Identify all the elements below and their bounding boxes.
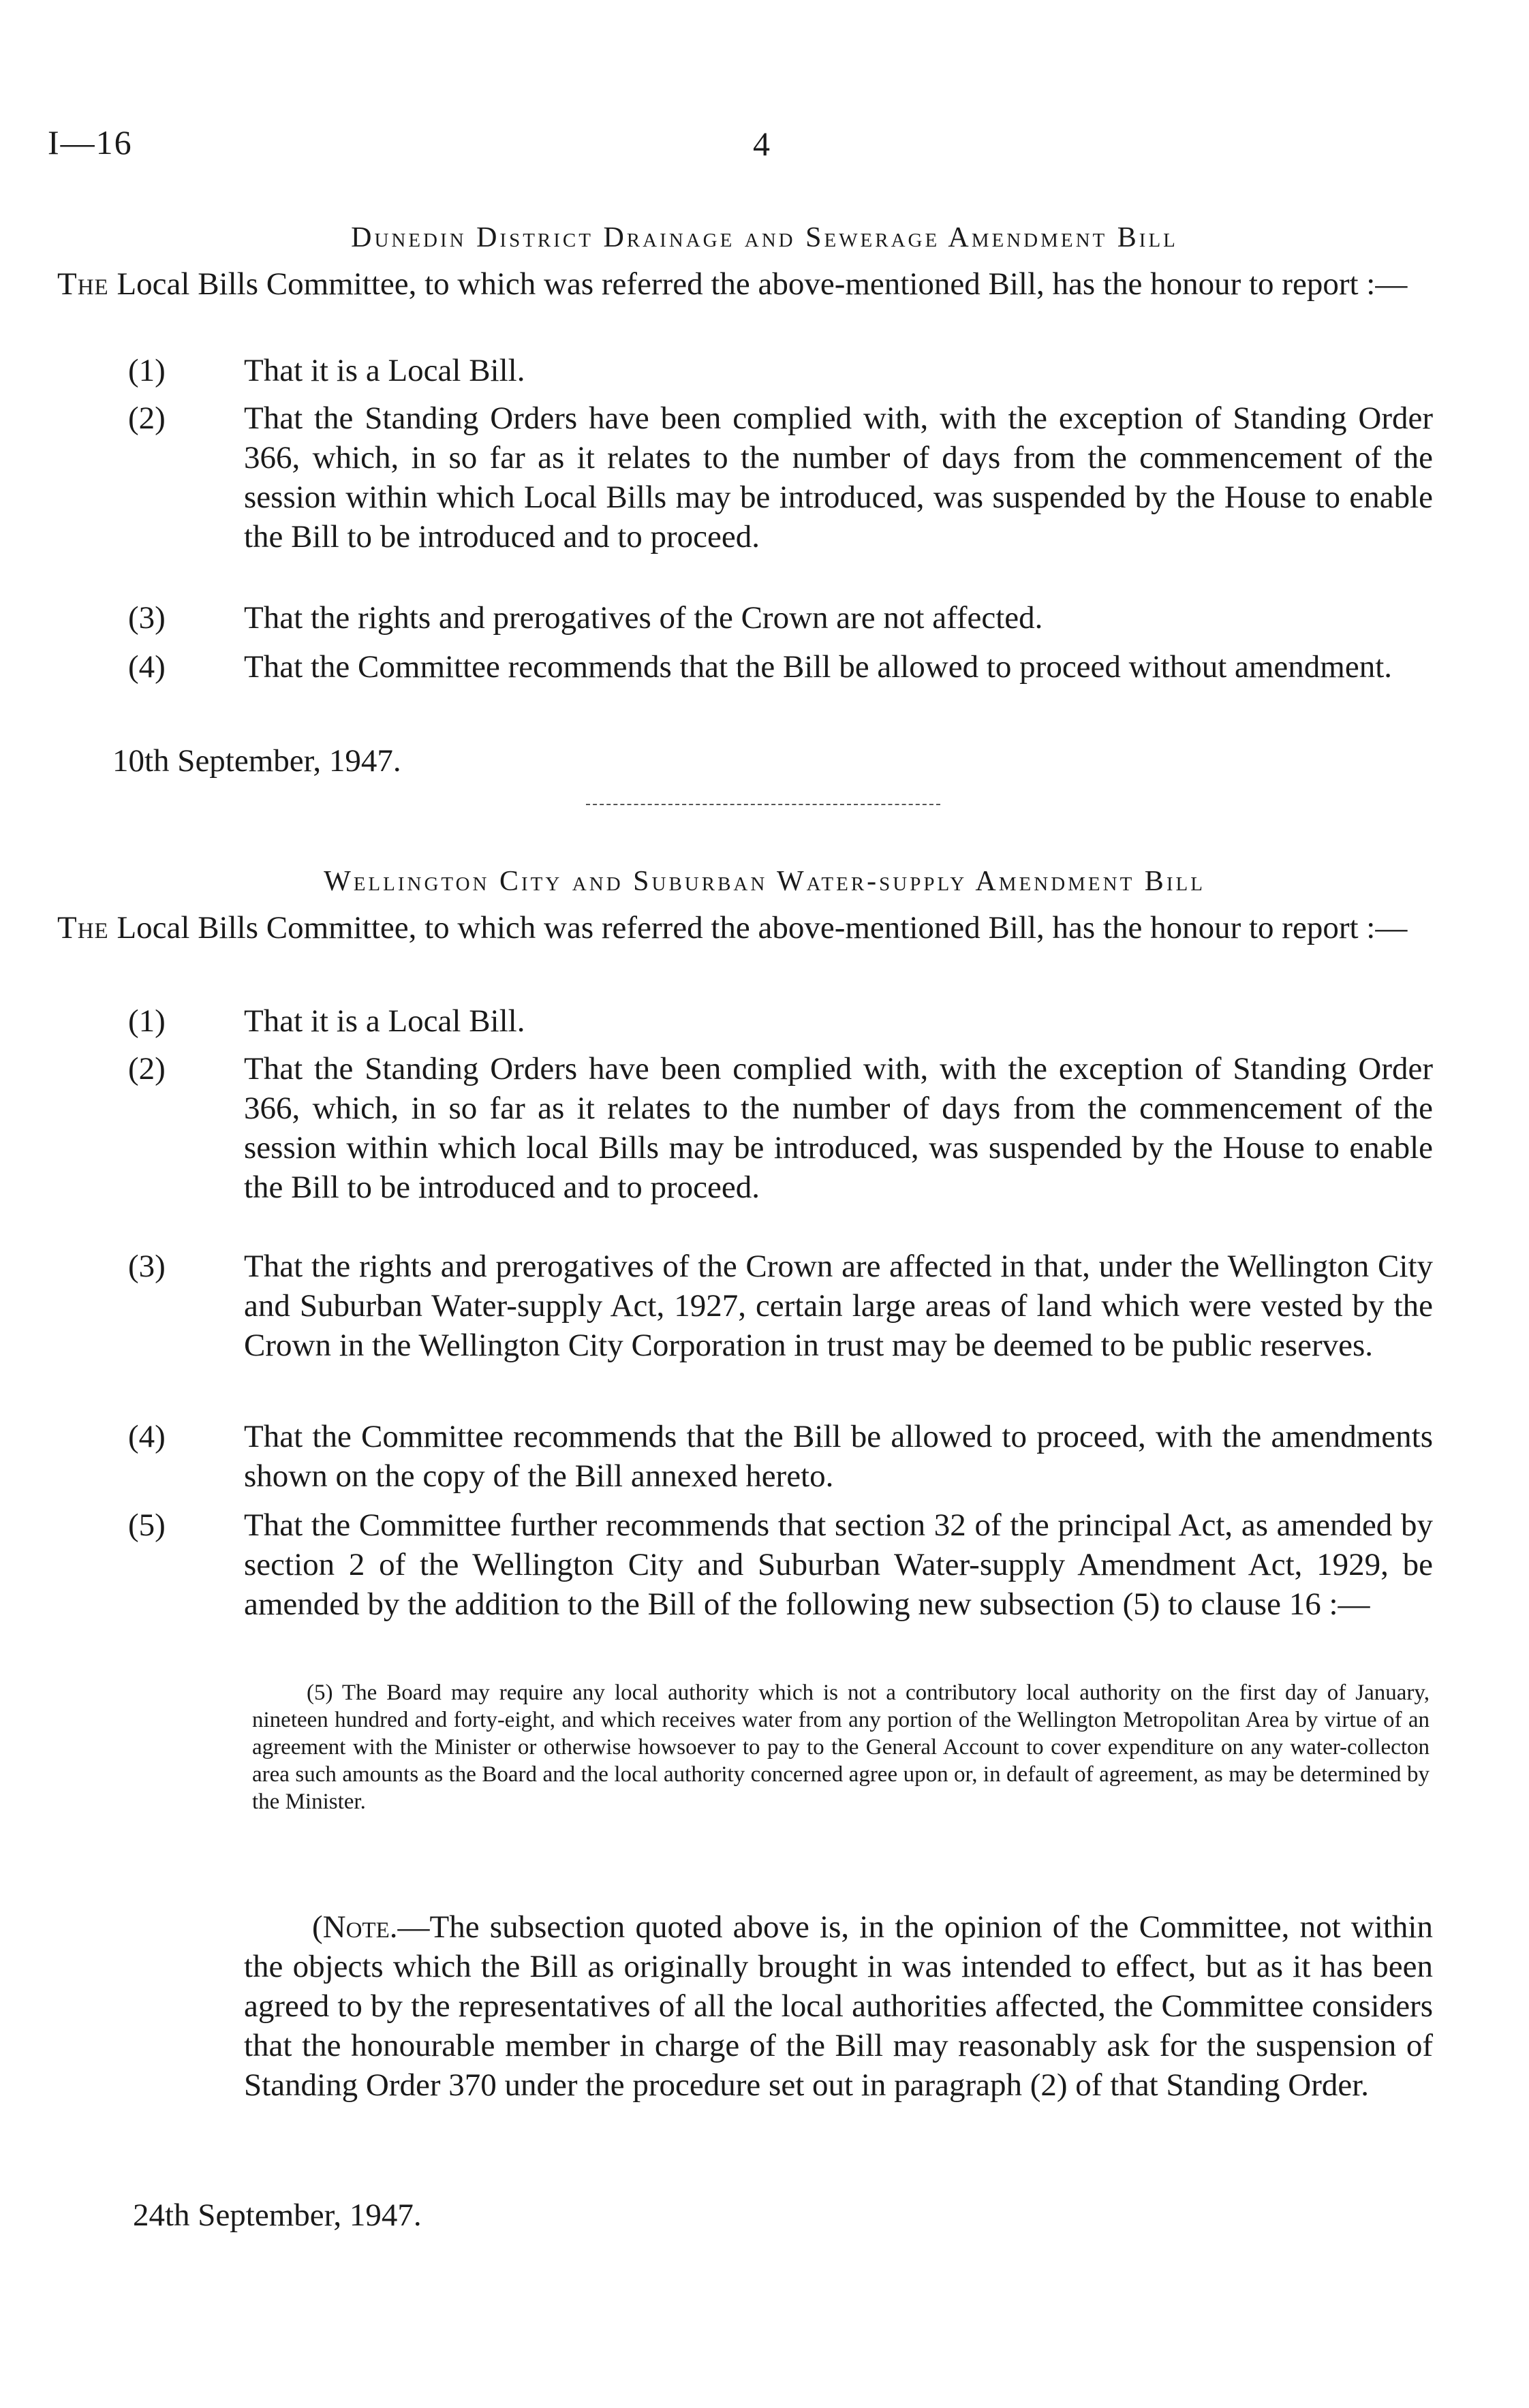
item-text: That the Committee recommends that the Bill be allowed to proceed without amendment. <box>244 649 1393 685</box>
item-number: (3) <box>128 600 166 636</box>
section2-item-4 <box>128 1417 1433 1496</box>
section2-intro <box>57 908 1432 948</box>
item-number: (4) <box>128 1419 166 1454</box>
item-number: (1) <box>128 353 166 388</box>
item-number: (4) <box>128 649 166 685</box>
section-divider <box>586 804 940 805</box>
section1-item-1 <box>128 351 1433 390</box>
section1-date: 10th September, 1947. <box>112 743 401 779</box>
item-text: That it is a Local Bill. <box>244 1003 525 1039</box>
section2-intro-lead: The <box>57 910 109 945</box>
section2-date: 24th September, 1947. <box>133 2198 422 2233</box>
section1-item-4 <box>128 647 1433 687</box>
section2-item-1 <box>128 1001 1433 1041</box>
section1-intro <box>57 264 1432 304</box>
item-text: That it is a Local Bill. <box>244 353 525 388</box>
quoted-subsection <box>252 1679 1430 1815</box>
section1-title: Dunedin District Drainage and Sewerage Amendment Bill <box>351 222 1178 253</box>
quoted-subsection-text: The Board may require any local authority which is not a contributory local authority on the first day of January, nineteen hundred and forty-eight, and which receives water from any portion of the Wellington Metropolitan Area by virtue of an agreement with the Minister or otherwise howsoever to pay to the General Account to cover expenditure on any water-collecton area such amounts as the Board and the local authority concerned agree upon or, in default of agreement, as may be determined by the Minister. <box>252 1680 1430 1814</box>
item-number: (5) <box>128 1507 166 1543</box>
item-number: (2) <box>128 401 166 436</box>
item-number: (3) <box>128 1249 166 1284</box>
section2-item-5 <box>128 1505 1433 1624</box>
item-text: That the rights and prerogatives of the Crown are not affected. <box>244 600 1043 636</box>
report-code: I—16 <box>48 123 133 161</box>
item-text: That the Committee recommends that the Bill be allowed to proceed, with the amendments shown on the copy of the Bill annexed hereto. <box>244 1419 1433 1494</box>
item-text: That the Standing Orders have been complied with, with the exception of Standing Order 366, which, in so far as it relates to the number of days from the commencement of the session within which local Bills may be introduced, was suspended by the House to enable the Bill to be introduced and to proceed. <box>244 1051 1433 1205</box>
item-text: That the Standing Orders have been complied with, with the exception of Standing Order 366, which, in so far as it relates to the number of days from the commencement of the session within which Local Bills may be introduced, was suspended by the House to enable the Bill to be introduced and to proceed. <box>244 401 1433 554</box>
note-text: —The subsection quoted above is, in the opinion of the Committee, not within the objects which the Bill as originally brought in was intended to effect, but as it has been agreed to by the representatives of all the local authorities affected, the Committee considers that the honourable member in charge of the Bill may reasonably ask for the suspension of Standing Order 370 under the procedure set out in paragraph (2) of that Standing Order. <box>244 1909 1433 2103</box>
section2-item-3 <box>128 1247 1433 1365</box>
committee-note <box>244 1907 1433 2105</box>
section1-intro-lead: The <box>57 266 109 302</box>
section2-title: Wellington City and Suburban Water-supply Amendment Bill <box>324 866 1205 897</box>
page-number: 4 <box>753 125 770 163</box>
section1-intro-text: Local Bills Committee, to which was referred the above-mentioned Bill, has the honour to report :— <box>108 266 1408 302</box>
section2-intro-text: Local Bills Committee, to which was referred the above-mentioned Bill, has the honour to report :— <box>108 910 1408 945</box>
section1-item-3 <box>128 598 1433 638</box>
section1-item-2 <box>128 398 1433 557</box>
item-text: That the rights and prerogatives of the Crown are affected in that, under the Wellington City and Suburban Water-supply Act, 1927, certain large areas of land which were vested by the Crown in the Wellington City Corporation in trust may be deemed to be public reserves. <box>244 1249 1433 1363</box>
quoted-subsection-number: (5) <box>307 1680 333 1705</box>
item-number: (1) <box>128 1003 166 1039</box>
note-lead: (Note. <box>312 1909 398 1945</box>
item-text: That the Committee further recommends that section 32 of the principal Act, as amended by section 2 of the Wellington City and Suburban Water-supply Amendment Act, 1929, be amended by the addition to the Bill of the following new subsection (5) to clause 16 :— <box>244 1507 1433 1622</box>
section2-item-2 <box>128 1049 1433 1207</box>
item-number: (2) <box>128 1051 166 1086</box>
